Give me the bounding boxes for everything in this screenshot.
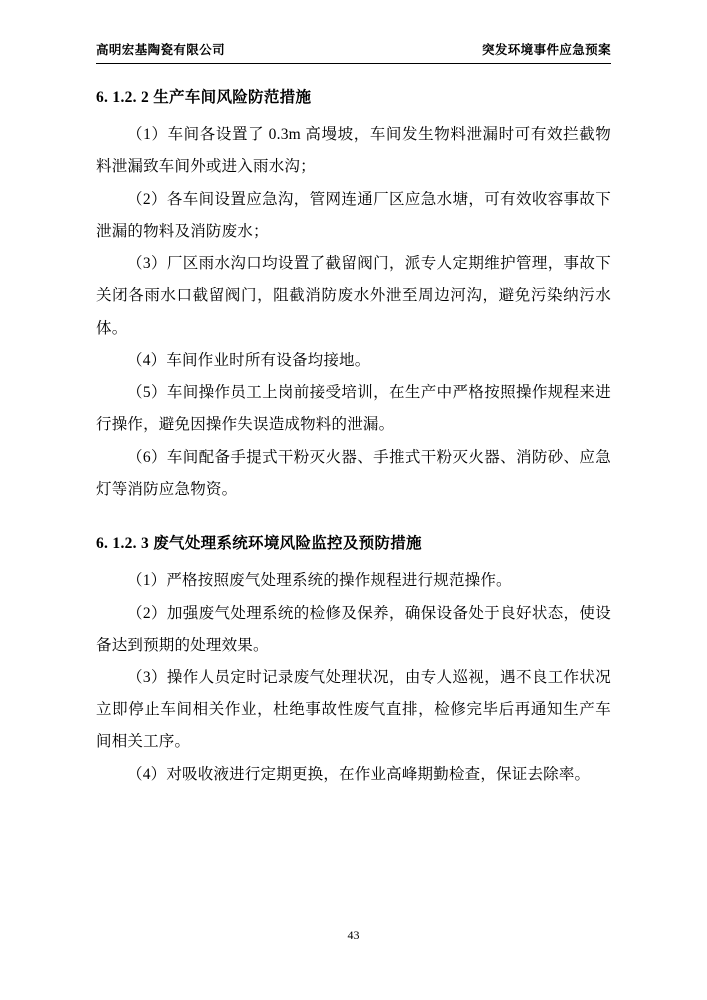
paragraph: （4）车间作业时所有设备均接地。 [127, 351, 371, 369]
page-content-area [96, 40, 611, 791]
paragraph: （1）严格按照废气处理系统的操作规程进行规范操作。 [127, 572, 512, 590]
paragraph: （2）加强废气处理系统的检修及保养，确保设备处于良好状态，使设备达到预期的处理效果。 [96, 604, 611, 654]
paragraph: （2）各车间设置应急沟，管网连通厂区应急水塘，可有效收容事故下泄漏的物料及消防废水； [96, 190, 611, 240]
paragraph: （5）车间操作员工上岗前接受培训，在生产中严格按照操作规程来进行操作，避免因操作失误造成物料的泄漏。 [96, 384, 611, 434]
section-heading-6123: 6. 1.2. 3 废气处理系统环境风险监控及预防措施 [96, 535, 422, 553]
paragraph: （3）厂区雨水沟口均设置了截留阀门，派专人定期维护管理，事故下关闭各雨水口截留阀门，阻截消防废水外泄至周边河沟，避免污染纳污水体。 [96, 255, 611, 337]
paragraph: （6）车间配备手提式干粉灭火器、手推式干粉灭火器、消防砂、应急灯等消防应急物资。 [96, 448, 611, 498]
paragraph: （3）操作人员定时记录废气处理状况，由专人巡视，遇不良工作状况立即停止车间相关作业，杜绝事故性废气直排，检修完毕后再通知生产车间相关工序。 [96, 669, 611, 751]
page-number: 43 [347, 928, 360, 942]
paragraph: （4）对吸收液进行定期更换，在作业高峰期勤检查，保证去除率。 [127, 765, 591, 783]
page-header [96, 40, 611, 64]
header-document-title: 突发环境事件应急预案 [481, 43, 611, 57]
page-footer [0, 928, 707, 943]
paragraph: （1）车间各设置了 0.3m 高墁坡，车间发生物料泄漏时可有效拦截物料泄漏致车间外或进入雨水沟； [96, 126, 611, 176]
section-heading-6122: 6. 1.2. 2 生产车间风险防范措施 [96, 89, 312, 106]
header-company-name: 高明宏基陶瓷有限公司 [96, 43, 226, 57]
document-body [96, 86, 611, 791]
